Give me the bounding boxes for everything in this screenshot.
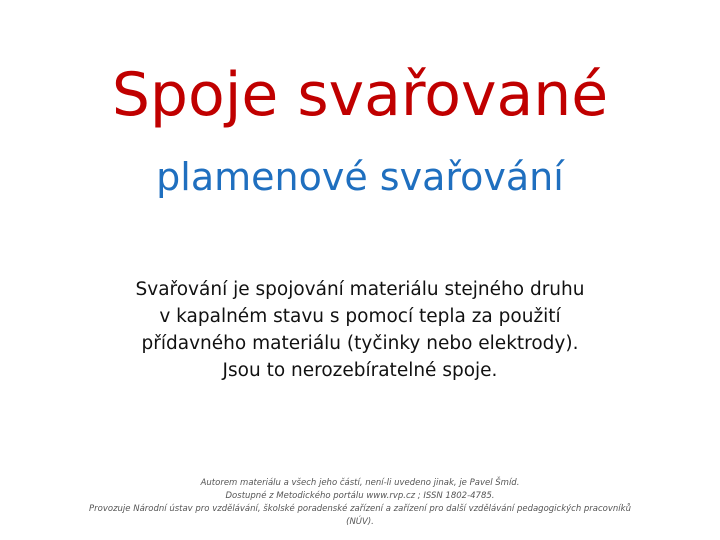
footer-line: Provozuje Národní ústav pro vzdělávání, školské poradenské zařízení a zařízení pro další vzdělávání pedagogických pracovníků bbox=[89, 504, 631, 514]
slide-subtitle: plamenové svařování bbox=[156, 155, 564, 199]
body-paragraph bbox=[100, 276, 620, 384]
body-line: Svařování je spojování materiálu stejného druhu bbox=[135, 279, 585, 300]
slide-title: Spoje svařované bbox=[111, 60, 609, 130]
body-line: přídavného materiálu (tyčinky nebo elektrody). bbox=[141, 333, 579, 354]
body-line: Jsou to nerozebíratelné spoje. bbox=[222, 360, 498, 381]
footer-line: Autorem materiálu a všech jeho částí, není-li uvedeno jinak, je Pavel Šmíd. bbox=[200, 478, 520, 488]
body-line: v kapalném stavu s pomocí tepla za použití bbox=[159, 306, 561, 327]
footer-line: Dostupné z Metodického portálu www.rvp.cz ; ISSN 1802-4785. bbox=[225, 491, 495, 501]
footer-credits bbox=[0, 477, 720, 529]
footer-line: (NÚV). bbox=[346, 517, 374, 527]
